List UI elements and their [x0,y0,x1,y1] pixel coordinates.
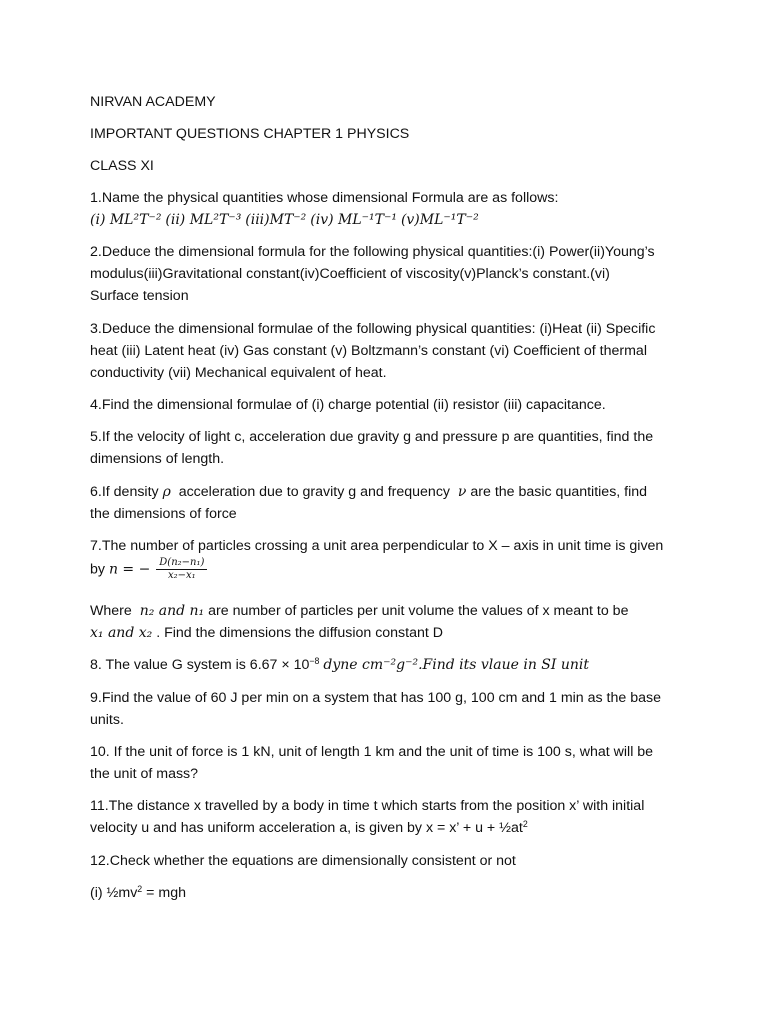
document-title: IMPORTANT QUESTIONS CHAPTER 1 PHYSICS [90,126,410,142]
question-8: 8. The value G system is $6.67 \times 10^{-8}$ dyne cm⁻²g⁻².Find its vlaue in SI unit [90,656,590,673]
question-9: 9.Find the value of 60 J per min on a system that has 100 g, 100 cm and 1 min as the base units. [90,690,661,728]
question-1-formulas: (i) ML²T⁻² (ii) ML²T⁻³ (iii)MT⁻² (iv) ML⁻¹T⁻¹ (v)ML⁻¹T⁻² [90,212,479,228]
institute-name: NIRVAN ACADEMY [90,94,216,110]
question-1: 1.Name the physical quantities whose dimensional Formula are as follows: (i) ML²T⁻² (ii) ML²T⁻³ (iii)MT⁻² (iv) ML⁻¹T⁻¹ (v)ML⁻¹T⁻² [90,187,690,231]
question-10: 10. If the unit of force is 1 kN, unit of length 1 km and the unit of time is 100 s, what will be the unit of mass? [90,744,654,782]
nu-symbol: ν [457,484,467,500]
question-7-where: Where n₂ and n₁ are number of particles per unit volume the values of x meant to be x₁ and x₂ . Find the dimensions the diffusion constant D [90,603,629,641]
question-7: 7.The number of particles crossing a unit area perpendicular to X – axis in unit time is given by n = − $\frac{\text{D(n₂−n₁)}}{\text{x₂−x₁}}$ [90,535,690,585]
question-3: 3.Deduce the dimensional formulae of the following physical quantities: (i)Heat (ii) Specific heat (iii) Latent heat (iv) Gas constant (v) Boltzmann’s constant (vi) Coefficient of thermal conductivity (vii) Mechanical equivalent of heat. [90,321,656,381]
fraction: $\frac{\text{D(n₂−n₁)}}{\text{x₂−x₁}}$ [156,557,207,582]
question-12-part-i: (i) $\frac{1}{2}mv^2$ = mgh [90,884,186,901]
question-12: 12.Check whether the equations are dimensionally consistent or not [90,853,516,869]
class-label: CLASS XI [90,158,154,174]
question-6: 6.If density ρ acceleration due to gravity g and frequency ν are the basic quantities, find the dimensions of force [90,484,648,522]
rho-symbol: ρ [162,484,171,500]
question-11: 11.The distance x travelled by a body in time t which starts from the position x’ with initial velocity u and has uniform acceleration a, is given by x = x’ + $u + \frac{1}{2}at^2$ [90,798,645,836]
diffusion-equation: by n = − $\frac{\text{D(n₂−n₁)}}{\text{x₂−x₁}}$ [90,557,690,585]
question-4: 4.Find the dimensional formulae of (i) charge potential (ii) resistor (iii) capacitance. [90,397,606,413]
question-2: 2.Deduce the dimensional formula for the following physical quantities:(i) Power(ii)Young’s modulus(iii)Gravitational constant(iv)Coefficient of viscosity(v)Planck’s constant.(vi) Surface tension [90,244,655,304]
question-5: 5.If the velocity of light c, acceleration due gravity g and pressure p are quantities, find the dimensions of length. [90,429,654,467]
